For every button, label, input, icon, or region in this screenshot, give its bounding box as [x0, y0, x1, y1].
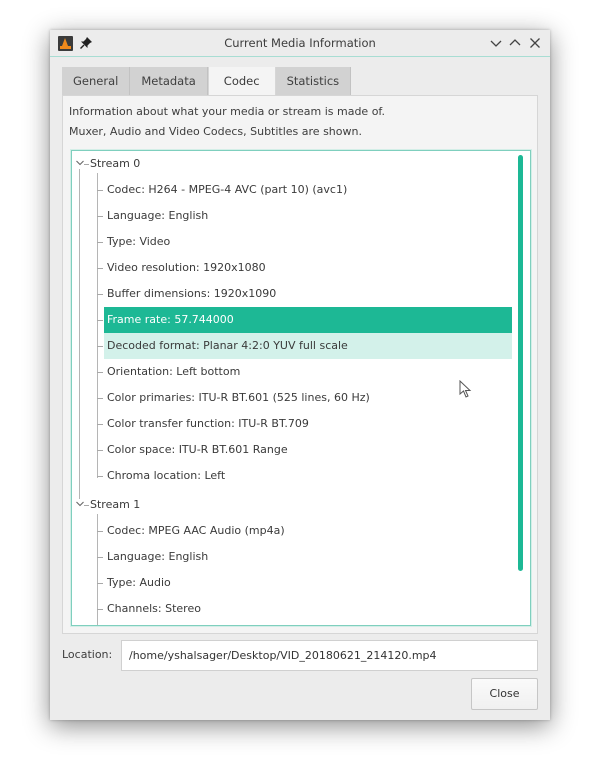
tree-item[interactable]	[104, 518, 512, 544]
tree-item[interactable]	[104, 255, 512, 281]
chevron-down-icon	[488, 35, 504, 51]
codec-tab-panel	[62, 95, 538, 634]
title-bar[interactable]	[50, 30, 550, 57]
tree-item-label: Channels: Stereo	[107, 602, 201, 615]
tree-branch-line	[97, 398, 103, 399]
tree-node-stream-1[interactable]	[72, 492, 512, 518]
tree-branch-line	[97, 346, 103, 347]
tree-branch-line	[97, 190, 103, 191]
location-label: Location:	[62, 648, 113, 661]
chevron-down-icon[interactable]	[75, 499, 85, 509]
tree-item-label: Type: Audio	[107, 576, 171, 589]
tab-bar	[62, 67, 351, 95]
tree-branch-line	[97, 609, 103, 610]
tree-branch-line	[97, 531, 103, 532]
tree-item-label: Language: English	[107, 209, 209, 222]
close-window-button[interactable]	[527, 35, 543, 51]
tree-item[interactable]	[104, 177, 512, 203]
tree-item-label: Orientation: Left bottom	[107, 365, 241, 378]
tree-branch-line	[97, 450, 103, 451]
tree-guide-line	[79, 169, 80, 499]
tree-branch-line	[97, 320, 103, 321]
close-icon	[527, 35, 543, 51]
tree-item[interactable]	[104, 544, 512, 570]
tree-branch-line	[97, 476, 103, 477]
tree-scrollbar[interactable]	[518, 155, 524, 621]
codec-tree-view[interactable]	[71, 150, 531, 626]
chevron-up-icon	[507, 35, 523, 51]
tree-item[interactable]	[104, 281, 512, 307]
tree-branch-line	[84, 505, 89, 506]
tree-item-label: Chroma location: Left	[107, 469, 226, 482]
tree-item[interactable]	[104, 570, 512, 596]
tab-codec[interactable]: Codec	[208, 67, 276, 96]
tree-branch-line	[97, 242, 103, 243]
tree-item-label: Video resolution: 1920x1080	[107, 261, 266, 274]
scrollbar-thumb[interactable]	[518, 155, 523, 571]
tree-item[interactable]	[104, 229, 512, 255]
tree-item[interactable]	[104, 359, 512, 385]
tree-branch-line	[97, 268, 103, 269]
maximize-button[interactable]	[507, 35, 523, 51]
stream-label: Stream 0	[90, 157, 141, 170]
stream-label: Stream 1	[90, 498, 141, 511]
tree-item[interactable]	[104, 385, 512, 411]
tree-item-label: Color primaries: ITU-R BT.601 (525 lines, 60 Hz)	[107, 391, 370, 404]
tree-item-label: Codec: H264 - MPEG-4 AVC (part 10) (avc1)	[107, 183, 348, 196]
tree-branch-line	[97, 424, 103, 425]
tab-metadata[interactable]: Metadata	[130, 67, 207, 95]
tab-statistics[interactable]: Statistics	[276, 67, 352, 95]
tree-item-label: Color space: ITU-R BT.601 Range	[107, 443, 288, 456]
tree-item[interactable]	[104, 596, 512, 622]
tree-branch-line	[84, 164, 89, 165]
tree-node-stream-0[interactable]	[72, 151, 512, 177]
tree-item[interactable]	[104, 463, 512, 489]
description-line-1: Information about what your media or stream is made of.	[69, 105, 385, 118]
description-line-2: Muxer, Audio and Video Codecs, Subtitles are shown.	[69, 125, 362, 138]
tree-item-label: Type: Video	[107, 235, 171, 248]
minimize-button[interactable]	[488, 35, 504, 51]
tree-item-label: Color transfer function: ITU-R BT.709	[107, 417, 309, 430]
tree-branch-line	[97, 216, 103, 217]
media-info-dialog	[50, 30, 550, 720]
tree-item-label: Frame rate: 57.744000	[107, 313, 234, 326]
tree-item[interactable]	[104, 437, 512, 463]
tree-branch-line	[97, 294, 103, 295]
tree-item-label: Codec: MPEG AAC Audio (mp4a)	[107, 524, 285, 537]
tree-branch-line	[97, 583, 103, 584]
tree-guide-line	[97, 173, 98, 478]
tree-item-label: Decoded format: Planar 4:2:0 YUV full scale	[107, 339, 348, 352]
tree-item[interactable]	[104, 411, 512, 437]
tree-item-selected[interactable]	[104, 307, 512, 333]
tab-general[interactable]: General	[62, 67, 130, 95]
close-button[interactable]: Close	[471, 678, 538, 710]
window-title: Current Media Information	[224, 36, 376, 50]
tree-item-hovered[interactable]	[104, 333, 512, 359]
tree-branch-line	[97, 557, 103, 558]
tree-branch-line	[97, 372, 103, 373]
tree-item-label: Language: English	[107, 550, 209, 563]
location-field[interactable]: /home/yshalsager/Desktop/VID_20180621_214120.mp4	[121, 640, 538, 671]
tree-item[interactable]	[104, 203, 512, 229]
chevron-down-icon[interactable]	[75, 158, 85, 168]
tree-item-label: Buffer dimensions: 1920x1090	[107, 287, 277, 300]
